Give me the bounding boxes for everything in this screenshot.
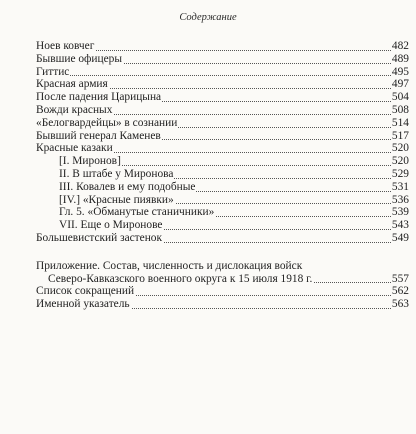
toc-subentry[interactable] <box>36 181 409 194</box>
toc-entry[interactable] <box>36 53 409 66</box>
toc-entry[interactable] <box>36 117 409 130</box>
toc-entry-title: Бывший генерал Каменев <box>36 129 161 142</box>
toc-entry[interactable] <box>36 232 409 245</box>
toc-appendix-entry[interactable] <box>36 273 409 286</box>
section-gap <box>36 245 409 257</box>
toc-entry-page: 520 <box>391 142 409 155</box>
toc-entry-page: 549 <box>391 231 409 244</box>
toc-entry[interactable] <box>36 130 409 143</box>
toc-entry-title: [IV.] «Красные пиявки» <box>59 193 174 206</box>
toc-entry[interactable] <box>36 104 409 117</box>
toc-entry-title: II. В штабе у Миронова <box>59 167 174 180</box>
toc-entry[interactable] <box>36 142 409 155</box>
toc-entry-title: Красные казаки <box>36 142 113 155</box>
toc-entry-title: III. Ковалев и ему подобные <box>59 180 196 193</box>
toc-entry-page: 563 <box>391 298 409 311</box>
toc-entry[interactable] <box>36 66 409 79</box>
toc-entry-page: 557 <box>391 272 409 285</box>
toc-subentry[interactable] <box>36 219 409 232</box>
toc-entry[interactable] <box>36 285 409 298</box>
toc-entry-title: Красная армия <box>36 78 108 91</box>
toc-entry-title: Гл. 5. «Обманутые станичники» <box>59 206 215 219</box>
toc-entry-title: Бывшие офицеры <box>36 52 123 65</box>
toc-entry-page: 536 <box>391 193 409 206</box>
toc-subentry[interactable] <box>36 194 409 207</box>
toc-entry-page: 520 <box>391 155 409 168</box>
toc-entry-page: 562 <box>391 285 409 298</box>
toc-entry-page: 489 <box>391 52 409 65</box>
toc-entry[interactable] <box>36 298 409 311</box>
toc-subentry[interactable] <box>36 206 409 219</box>
leader-dots <box>36 75 409 76</box>
toc-entry-page: 539 <box>391 206 409 219</box>
toc-subentry[interactable] <box>36 155 409 168</box>
toc-entry-page: 495 <box>391 65 409 78</box>
toc-entry-page: 543 <box>391 219 409 232</box>
toc-entry-page: 508 <box>391 103 409 116</box>
toc-entry-title: «Белогвардейцы» в сознании <box>36 116 178 129</box>
toc-entry-page: 504 <box>391 91 409 104</box>
toc-entry-page: 517 <box>391 129 409 142</box>
running-head: Содержание <box>179 12 237 23</box>
toc-entry-title: Именной указатель <box>36 298 130 311</box>
toc-entry-page: 531 <box>391 180 409 193</box>
toc-entry-title: Список сокращений <box>36 285 135 298</box>
toc-entry[interactable] <box>36 40 409 53</box>
toc-entry-page: 497 <box>391 78 409 91</box>
toc-entry-title: [I. Миронов] <box>59 155 121 168</box>
toc-entry[interactable] <box>36 91 409 104</box>
toc-appendix-heading[interactable] <box>36 260 409 273</box>
toc-entry-title: Большевистский застенок <box>36 231 163 244</box>
toc-entry-title: Северо-Кавказского военного округа к 15 июля 1918 г. <box>48 272 313 285</box>
toc-entry-title: Приложение. Состав, численность и дислокация войск <box>36 259 303 272</box>
toc-entry-title: Ноев ковчег <box>36 40 95 52</box>
toc-subentry[interactable] <box>36 168 409 181</box>
toc-entry-title: Гиттис <box>36 65 70 78</box>
toc-entry-title: Вожди красных <box>36 103 113 116</box>
toc-entry-page: 482 <box>391 40 409 52</box>
toc-entry[interactable] <box>36 78 409 91</box>
toc-entry-title: VII. Еще о Миронове <box>59 219 163 232</box>
toc-entry-page: 514 <box>391 116 409 129</box>
toc-entry-page: 529 <box>391 167 409 180</box>
table-of-contents <box>36 40 409 311</box>
toc-entry-title: После падения Царицына <box>36 91 162 104</box>
